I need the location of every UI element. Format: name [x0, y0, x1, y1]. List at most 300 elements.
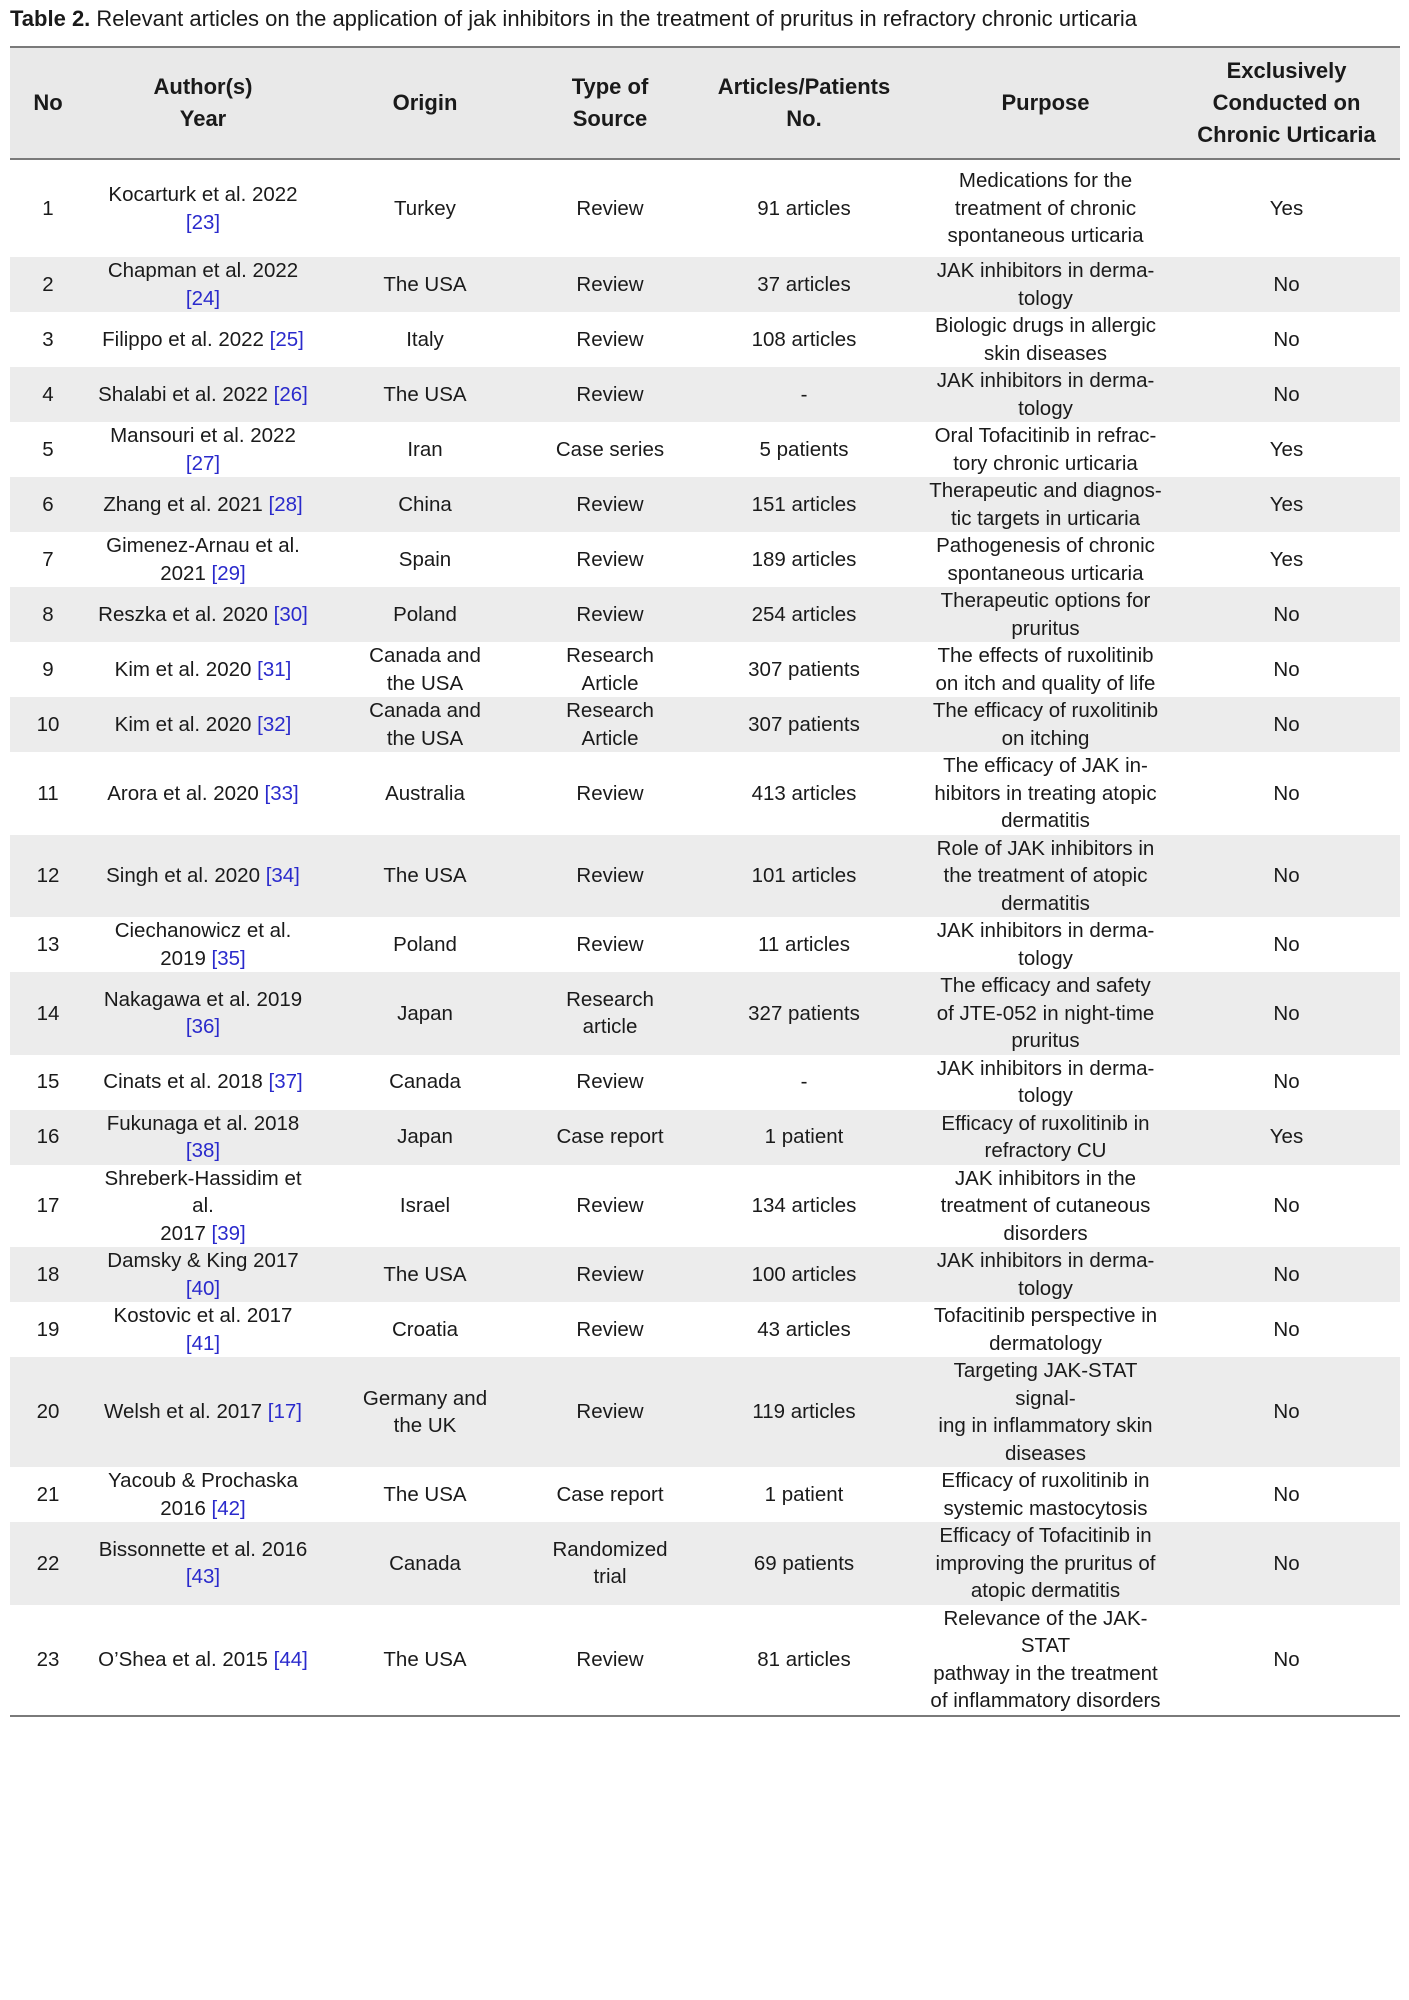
cell-origin [320, 1605, 530, 1716]
cell-origin [320, 1302, 530, 1357]
author-text: 2016 [160, 1496, 206, 1520]
cell-line: trial [593, 1565, 627, 1589]
cell-purpose [918, 1302, 1173, 1357]
cell-count: 81 articles [757, 1647, 851, 1671]
table-row [10, 367, 1400, 422]
cell-purpose [918, 835, 1173, 918]
cell-count: 11 articles [758, 932, 850, 956]
cell-no: 2 [42, 272, 54, 296]
cell-type [530, 1055, 690, 1110]
caption-label: Table 2. [10, 6, 91, 31]
cell-line: treatment of chronic [954, 196, 1137, 220]
table-row [10, 1055, 1400, 1110]
cell-purpose [918, 972, 1173, 1055]
reference-link[interactable]: [39] [211, 1221, 246, 1245]
reference-link[interactable]: [25] [269, 327, 304, 351]
cell-origin [320, 642, 530, 697]
cell-author [86, 917, 320, 972]
cell-line: Poland [393, 932, 457, 956]
author-text: Gimenez-Arnau et al. [106, 534, 300, 557]
cell-line: tory chronic urticaria [953, 451, 1138, 475]
reference-link[interactable]: [36] [185, 1015, 221, 1039]
cell-author [86, 587, 320, 642]
reference-link[interactable]: [37] [268, 1070, 303, 1094]
cell-line: Research [566, 644, 654, 667]
cell-origin [320, 1357, 530, 1467]
cell-line: Therapeutic options for [940, 589, 1151, 612]
reference-link[interactable]: [32] [257, 712, 292, 736]
cell-line: Review [576, 382, 644, 406]
cell-line: JAK inhibitors in derma- [936, 369, 1155, 392]
column-header-articles-patients [690, 47, 918, 159]
cell-line: Iran [407, 437, 443, 461]
author-text: Filippo et al. 2022 [102, 327, 264, 351]
table-row [10, 1165, 1400, 1248]
cell-line: Efficacy of Tofacitinib in [939, 1524, 1152, 1547]
cell-author [86, 422, 320, 477]
cell-no: 12 [36, 864, 60, 887]
cell-line: The effects of ruxolitinib [937, 644, 1154, 667]
cell-exclusive: Yes [1269, 492, 1304, 516]
table-row [10, 257, 1400, 312]
cell-line: Australia [385, 781, 465, 805]
cell-exclusive: No [1273, 864, 1300, 887]
cell-exclusive: No [1273, 932, 1300, 956]
cell-origin [320, 1467, 530, 1522]
cell-exclusive: Yes [1269, 196, 1304, 220]
cell-line: Canada and [369, 699, 481, 722]
cell-exclusive: No [1273, 781, 1300, 805]
cell-count: 5 patients [759, 437, 849, 461]
cell-count: 134 articles [751, 1194, 857, 1217]
cell-type [530, 1302, 690, 1357]
reference-link[interactable]: [26] [273, 382, 308, 406]
cell-line: pruritus [1011, 1029, 1080, 1052]
cell-author [86, 1467, 320, 1522]
cell-line: the USA [386, 726, 464, 750]
reference-link[interactable]: [27] [185, 451, 221, 475]
cell-line: Canada [389, 1551, 461, 1575]
cell-author [86, 1522, 320, 1605]
table-row [10, 1522, 1400, 1605]
cell-author [86, 159, 320, 257]
cell-type [530, 257, 690, 312]
cell-type [530, 587, 690, 642]
cell-author [86, 367, 320, 422]
table-row [10, 1605, 1400, 1716]
cell-line: Review [576, 864, 644, 887]
cell-line: Article [581, 726, 639, 750]
cell-line: tology [1018, 946, 1073, 970]
cell-origin [320, 1165, 530, 1248]
cell-line: article [582, 1015, 638, 1039]
cell-exclusive: No [1273, 1262, 1300, 1286]
author-text: Ciechanowicz et al. [114, 919, 292, 942]
cell-line: Review [576, 272, 644, 296]
cell-line: Review [576, 602, 644, 626]
reference-link[interactable]: [28] [268, 492, 303, 516]
table-row [10, 312, 1400, 367]
cell-exclusive: No [1273, 1400, 1300, 1424]
cell-line: Israel [399, 1194, 451, 1217]
cell-line: hibitors in treating atopic [934, 781, 1157, 805]
cell-purpose [918, 1055, 1173, 1110]
cell-no: 22 [36, 1551, 60, 1575]
author-text: Arora et al. 2020 [107, 781, 259, 805]
column-header-line: No [33, 90, 63, 115]
cell-line: Research [566, 987, 654, 1011]
cell-line: tology [1018, 396, 1073, 420]
column-header-line: Exclusively [1226, 58, 1347, 83]
cell-count: 307 patients [748, 657, 860, 681]
cell-origin [320, 972, 530, 1055]
table-row [10, 477, 1400, 532]
cell-line: Relevance of the JAK-STAT [943, 1606, 1148, 1657]
cell-line: of inflammatory disorders [930, 1689, 1161, 1712]
cell-type [530, 835, 690, 918]
cell-no: 23 [36, 1647, 60, 1671]
cell-no: 15 [36, 1070, 60, 1094]
author-text: Zhang et al. 2021 [103, 492, 263, 516]
cell-line: tic targets in urticaria [950, 506, 1141, 530]
cell-purpose [918, 532, 1173, 587]
cell-line: dermatitis [1001, 809, 1090, 832]
cell-line: Germany and [362, 1386, 488, 1410]
cell-type [530, 159, 690, 257]
cell-author [86, 1357, 320, 1467]
cell-purpose [918, 587, 1173, 642]
reference-link[interactable]: [41] [185, 1331, 221, 1355]
cell-origin [320, 1055, 530, 1110]
author-text: Cinats et al. 2018 [103, 1070, 263, 1094]
author-text: Nakagawa et al. 2019 [103, 987, 303, 1011]
author-text: 2017 [160, 1221, 206, 1245]
cell-line: JAK inhibitors in derma- [936, 1249, 1155, 1272]
cell-line: treatment of cutaneous [940, 1194, 1151, 1217]
header-row [10, 47, 1400, 159]
reference-link[interactable]: [30] [273, 602, 308, 626]
cell-line: tology [1018, 1084, 1073, 1107]
cell-line: Tofacitinib perspective in [933, 1304, 1158, 1327]
column-header-type-of-source [530, 47, 690, 159]
table-row [10, 835, 1400, 918]
cell-count: 69 patients [753, 1551, 855, 1575]
column-header-no [10, 47, 86, 159]
author-text: Reszka et al. 2020 [98, 602, 268, 626]
cell-type [530, 1522, 690, 1605]
reference-link[interactable]: [44] [273, 1647, 308, 1671]
cell-exclusive: No [1273, 712, 1300, 736]
cell-exclusive: No [1273, 1482, 1300, 1506]
cell-line: Croatia [391, 1317, 459, 1341]
cell-purpose [918, 1605, 1173, 1716]
cell-line: diseases [1005, 1441, 1086, 1465]
table-body [10, 159, 1400, 1716]
cell-author [86, 972, 320, 1055]
table-row [10, 159, 1400, 257]
cell-line: Review [576, 492, 644, 516]
cell-count: 1 patient [764, 1125, 844, 1149]
cell-exclusive: No [1273, 602, 1300, 626]
cell-count: 327 patients [748, 1001, 860, 1025]
cell-type [530, 312, 690, 367]
cell-count: 413 articles [751, 781, 857, 805]
cell-count: 43 articles [757, 1317, 851, 1341]
cell-line: Review [576, 932, 644, 956]
cell-line: pruritus [1011, 616, 1080, 640]
cell-line: improving the pruritus of [935, 1551, 1156, 1575]
cell-count: 254 articles [751, 602, 857, 626]
cell-line: on itch and quality of life [935, 671, 1156, 695]
cell-line: spontaneous urticaria [947, 561, 1144, 585]
cell-line: Efficacy of ruxolitinib in [941, 1111, 1150, 1135]
cell-origin [320, 312, 530, 367]
cell-line: Research [566, 699, 654, 722]
cell-line: skin diseases [983, 341, 1108, 365]
cell-type [530, 1247, 690, 1302]
column-header-origin [320, 47, 530, 159]
cell-type [530, 1467, 690, 1522]
cell-type [530, 752, 690, 835]
cell-exclusive: No [1273, 1070, 1300, 1094]
cell-count: 151 articles [751, 492, 857, 516]
cell-line: The USA [383, 864, 467, 887]
cell-count: 100 articles [751, 1262, 857, 1286]
reference-link[interactable]: [40] [185, 1276, 221, 1300]
cell-exclusive: No [1273, 272, 1300, 296]
cell-count: 37 articles [757, 272, 851, 296]
cell-line: Therapeutic and diagnos- [929, 479, 1162, 502]
reference-link[interactable]: [34] [265, 864, 300, 887]
reference-link[interactable]: [33] [264, 781, 299, 805]
table-row [10, 642, 1400, 697]
cell-line: Japan [397, 1001, 453, 1025]
cell-line: JAK inhibitors in derma- [936, 1056, 1155, 1080]
cell-purpose [918, 917, 1173, 972]
cell-line: The efficacy of JAK in- [943, 754, 1148, 777]
cell-line: The USA [383, 1482, 467, 1506]
reference-link[interactable]: [43] [185, 1565, 221, 1589]
column-header-line: Year [179, 106, 227, 131]
cell-no: 10 [36, 712, 60, 736]
cell-line: pathway in the treatment [933, 1661, 1158, 1685]
cell-line: Review [576, 547, 644, 571]
cell-origin [320, 477, 530, 532]
cell-line: atopic dermatitis [970, 1579, 1121, 1602]
cell-line: refractory CU [984, 1139, 1107, 1162]
table-row [10, 1357, 1400, 1467]
cell-origin [320, 1522, 530, 1605]
author-text: Mansouri et al. 2022 [110, 424, 296, 447]
cell-line: The USA [383, 1647, 467, 1671]
author-text: Yacoub & Prochaska [108, 1469, 298, 1492]
cell-exclusive: No [1273, 1647, 1300, 1671]
cell-no: 3 [42, 327, 54, 351]
column-header-line: No. [786, 106, 822, 131]
cell-line: Japan [397, 1125, 453, 1149]
cell-type [530, 697, 690, 752]
cell-author [86, 697, 320, 752]
reference-link[interactable]: [23] [185, 210, 221, 234]
cell-type [530, 532, 690, 587]
table-row [10, 1110, 1400, 1165]
cell-no: 16 [36, 1125, 60, 1149]
cell-line: Canada and [369, 644, 481, 667]
reference-link[interactable]: [35] [211, 946, 246, 970]
author-text: 2021 [160, 561, 206, 585]
cell-line: systemic mastocytosis [943, 1496, 1148, 1520]
author-text: Kim et al. 2020 [114, 712, 252, 736]
table-row [10, 917, 1400, 972]
cell-line: Review [576, 781, 644, 805]
cell-no: 18 [36, 1262, 60, 1286]
cell-origin [320, 1110, 530, 1165]
cell-origin [320, 752, 530, 835]
cell-purpose [918, 752, 1173, 835]
cell-purpose [918, 1522, 1173, 1605]
cell-no: 7 [42, 547, 54, 571]
cell-line: The efficacy of ruxolitinib [932, 699, 1159, 722]
cell-count: 101 articles [751, 864, 857, 887]
cell-line: Turkey [394, 196, 456, 220]
cell-line: Review [576, 1262, 644, 1286]
reference-link[interactable]: [24] [185, 286, 221, 310]
cell-line: spontaneous urticaria [947, 224, 1144, 248]
cell-line: Italy [406, 327, 444, 351]
cell-no: 20 [36, 1400, 60, 1424]
cell-author [86, 642, 320, 697]
cell-line: Medications for the [958, 169, 1133, 193]
cell-author [86, 532, 320, 587]
cell-line: tology [1018, 286, 1073, 310]
cell-count: - [800, 382, 808, 406]
cell-line: Article [581, 671, 639, 695]
cell-origin [320, 159, 530, 257]
cell-line: Review [576, 1194, 644, 1217]
cell-purpose [918, 477, 1173, 532]
cell-line: ing in inflammatory skin [938, 1414, 1153, 1437]
cell-no: 13 [36, 932, 60, 956]
table-row [10, 972, 1400, 1055]
cell-type [530, 972, 690, 1055]
cell-purpose [918, 642, 1173, 697]
cell-origin [320, 587, 530, 642]
cell-line: JAK inhibitors in derma- [936, 259, 1155, 282]
cell-line: Review [576, 1400, 644, 1424]
cell-no: 11 [37, 781, 59, 805]
cell-line: on itching [1001, 726, 1090, 750]
cell-no: 4 [42, 382, 54, 406]
cell-author [86, 1110, 320, 1165]
cell-no: 14 [36, 1001, 60, 1025]
cell-purpose [918, 159, 1173, 257]
reference-link[interactable]: [31] [257, 657, 292, 681]
cell-author [86, 752, 320, 835]
cell-type [530, 917, 690, 972]
cell-line: Efficacy of ruxolitinib in [941, 1469, 1150, 1492]
cell-line: Randomized [552, 1537, 668, 1561]
reference-link[interactable]: [29] [211, 561, 246, 585]
cell-line: Poland [393, 602, 457, 626]
cell-purpose [918, 1247, 1173, 1302]
cell-line: Case report [556, 1125, 664, 1149]
author-text: Shalabi et al. 2022 [98, 382, 268, 406]
cell-exclusive: No [1273, 382, 1300, 406]
cell-line: dermatology [989, 1331, 1102, 1355]
column-header-line: Chronic Urticaria [1197, 122, 1376, 147]
author-text: Welsh et al. 2017 [104, 1400, 263, 1424]
cell-line: Oral Tofacitinib in refrac- [934, 424, 1157, 447]
cell-line: Pathogenesis of chronic [936, 534, 1155, 557]
cell-exclusive: No [1273, 327, 1300, 351]
cell-no: 6 [42, 492, 54, 516]
cell-line: the treatment of atopic [943, 864, 1148, 887]
cell-exclusive: No [1273, 1317, 1300, 1341]
table-caption [10, 4, 1400, 34]
cell-no: 21 [36, 1482, 60, 1506]
cell-count: 307 patients [748, 712, 860, 736]
cell-exclusive: Yes [1269, 547, 1304, 571]
cell-line: the USA [386, 671, 464, 695]
cell-origin [320, 1247, 530, 1302]
cell-purpose [918, 1467, 1173, 1522]
cell-type [530, 642, 690, 697]
table-row [10, 587, 1400, 642]
cell-type [530, 367, 690, 422]
author-text: O’Shea et al. 2015 [98, 1647, 268, 1671]
reference-link[interactable]: [17] [267, 1400, 302, 1424]
cell-author [86, 1605, 320, 1716]
author-text: Damsky & King 2017 [107, 1249, 299, 1272]
author-text: Singh et al. 2020 [106, 864, 260, 887]
cell-line: Canada [389, 1070, 461, 1094]
cell-type [530, 1165, 690, 1248]
cell-line: Review [576, 1317, 644, 1341]
cell-purpose [918, 367, 1173, 422]
cell-exclusive: Yes [1269, 1125, 1304, 1149]
cell-purpose [918, 257, 1173, 312]
cell-line: dermatitis [1001, 891, 1090, 915]
reference-link[interactable]: [38] [185, 1139, 221, 1162]
cell-origin [320, 532, 530, 587]
cell-origin [320, 422, 530, 477]
cell-author [86, 1302, 320, 1357]
cell-purpose [918, 1357, 1173, 1467]
cell-count: 1 patient [764, 1482, 844, 1506]
reference-link[interactable]: [42] [211, 1496, 246, 1520]
column-header-line: Articles/Patients [717, 74, 891, 99]
cell-line: Case report [556, 1482, 664, 1506]
caption-text: Relevant articles on the application of jak inhibitors in the treatment of pruritus in refractory chronic urticaria [96, 6, 1138, 31]
cell-count: 108 articles [751, 327, 857, 351]
cell-line: JAK inhibitors in derma- [936, 919, 1155, 942]
cell-author [86, 1165, 320, 1248]
cell-line: Review [576, 327, 644, 351]
cell-line: Role of JAK inhibitors in [936, 836, 1155, 860]
column-header-line: Purpose [1001, 90, 1090, 115]
cell-exclusive: No [1273, 1194, 1300, 1217]
cell-author [86, 257, 320, 312]
cell-line: Review [576, 196, 644, 220]
author-text: Kim et al. 2020 [114, 657, 252, 681]
cell-line: The USA [383, 272, 467, 296]
cell-exclusive: No [1273, 1551, 1300, 1575]
table-row [10, 697, 1400, 752]
cell-line: Targeting JAK-STAT signal- [953, 1359, 1138, 1410]
cell-line: tology [1018, 1276, 1073, 1300]
column-header-line: Author(s) [153, 74, 253, 99]
cell-purpose [918, 312, 1173, 367]
